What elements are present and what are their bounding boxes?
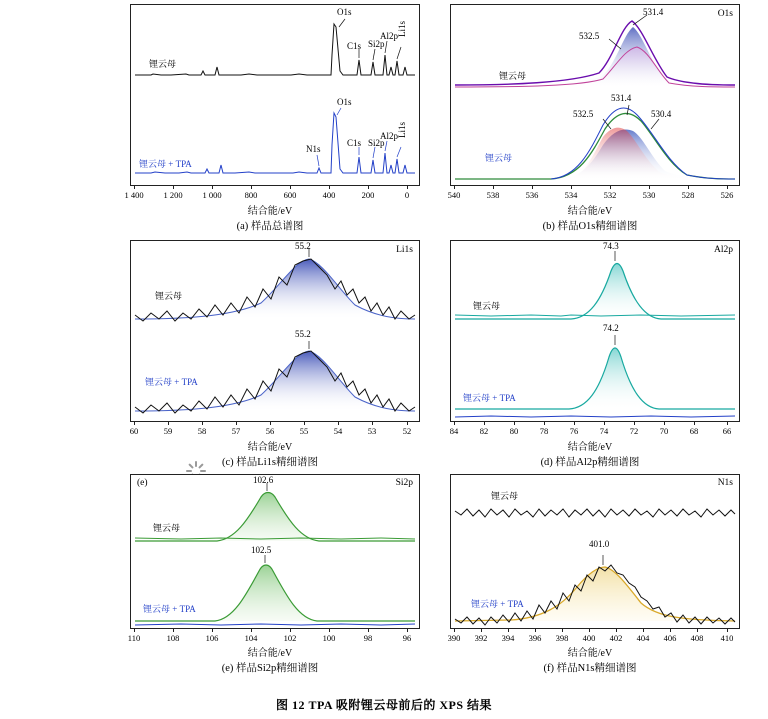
panel-d-tick-6: 72 (629, 426, 639, 436)
panel-b (440, 4, 740, 232)
panel-f-tick-8: 406 (663, 633, 677, 643)
panel-c-tick-0: 60 (129, 426, 139, 436)
panel-a-top-label-si2p: Si2p (368, 39, 385, 49)
panel-b-tick-4: 532 (603, 190, 617, 200)
panel-f-tick-9: 408 (690, 633, 704, 643)
panel-d-tick-2: 80 (509, 426, 519, 436)
panel-e-tick-6: 98 (363, 633, 373, 643)
panel-f-series-label-1: 锂云母 (491, 491, 519, 501)
panel-c-caption: (c) 样品Li1s精细谱图 (222, 457, 318, 468)
panel-e-tick-4: 102 (283, 633, 297, 643)
panel-f-caption: (f) 样品N1s精细谱图 (543, 663, 637, 674)
panel-e-top-peak-1: 102.6 (253, 475, 274, 485)
panel-d-element-label: Al2p (714, 245, 733, 255)
panel-f-tick-6: 402 (609, 633, 623, 643)
panel-d-series-label-1: 锂云母 (473, 301, 501, 311)
panel-a-top-label-al2p: Al2p (380, 31, 398, 41)
panel-f-tick-4: 398 (555, 633, 569, 643)
panel-d-tick-9: 66 (722, 426, 732, 436)
panel-d-bottom-peak-1: 74.2 (603, 323, 619, 333)
panel-c-spectra (131, 241, 419, 421)
panel-a-series-label-1: 锂云母 (149, 59, 177, 69)
panel-e-series-label-1: 锂云母 (153, 523, 181, 533)
panel-a (120, 4, 420, 232)
panel-d-tick-5: 74 (599, 426, 609, 436)
panel-a-top-label-c1s: C1s (347, 41, 362, 51)
panel-b-bottom-peak-1: 531.4 (611, 93, 632, 103)
panel-d-top-peak-1: 74.3 (603, 241, 619, 251)
panel-b-tick-6: 528 (681, 190, 695, 200)
panel-b-tick-7: 526 (720, 190, 734, 200)
panel-d-xlabel: 结合能/eV (567, 442, 613, 453)
panel-f-tick-10: 410 (720, 633, 734, 643)
panel-a-plot (130, 4, 420, 186)
panel-e-bottom-peak-1: 102.5 (251, 545, 272, 555)
panel-d-tick-0: 84 (449, 426, 459, 436)
panel-b-series-label-1: 锂云母 (499, 71, 527, 81)
figure-title: 图 12 TPA 吸附锂云母前后的 XPS 结果 (275, 698, 493, 712)
panel-f (440, 474, 740, 694)
panel-f-tick-1: 392 (474, 633, 488, 643)
panel-b-plot (450, 4, 740, 186)
panel-b-xlabel: 结合能/eV (567, 206, 613, 217)
panel-d-caption: (d) 样品Al2p精细谱图 (540, 457, 640, 468)
panel-c-element-label: Li1s (396, 245, 413, 255)
panel-e-tick-5: 100 (322, 633, 336, 643)
panel-a-tick-2: 1 000 (202, 190, 222, 200)
panel-c-tick-6: 54 (333, 426, 343, 436)
panel-e-corner-tag: (e) (137, 478, 148, 488)
panel-f-tick-2: 394 (501, 633, 515, 643)
panel-b-tick-2: 536 (525, 190, 539, 200)
panel-b-tick-1: 538 (486, 190, 500, 200)
panel-a-bottom-label-al2p: Al2p (380, 131, 398, 141)
panel-a-bottom-label-o1s: O1s (337, 97, 352, 107)
panel-b-bottom-peak-3: 530.4 (651, 109, 672, 119)
panel-c-series-label-1: 锂云母 (155, 291, 183, 301)
panel-c (120, 240, 420, 468)
panel-b-tick-5: 530 (642, 190, 656, 200)
panel-d (440, 240, 740, 468)
panel-f-tick-7: 404 (636, 633, 650, 643)
panel-d-tick-4: 76 (569, 426, 579, 436)
panel-c-tick-5: 55 (299, 426, 309, 436)
panel-c-xlabel: 结合能/eV (247, 442, 293, 453)
panel-e-tick-1: 108 (166, 633, 180, 643)
panel-c-bottom-peak-1: 55.2 (295, 329, 311, 339)
panel-c-top-peak-1: 55.2 (295, 241, 311, 251)
panel-b-top-peak-2: 532.5 (579, 31, 600, 41)
panel-c-tick-7: 53 (367, 426, 377, 436)
panel-c-tick-8: 52 (402, 426, 412, 436)
panel-e (120, 474, 420, 694)
panel-e-caption: (e) 样品Si2p精细谱图 (221, 663, 319, 674)
panel-c-tick-4: 56 (265, 426, 275, 436)
panel-a-top-label-o1s: O1s (337, 7, 352, 17)
panel-e-xlabel: 结合能/eV (247, 648, 293, 659)
panel-b-tick-0: 540 (447, 190, 461, 200)
panel-c-tick-1: 59 (163, 426, 173, 436)
panel-d-tick-1: 82 (479, 426, 489, 436)
panel-f-series-label-2: 锂云母 + TPA (471, 599, 524, 609)
panel-b-caption: (b) 样品O1s精细谱图 (542, 221, 638, 232)
panel-c-plot (130, 240, 420, 422)
panel-e-tick-7: 96 (402, 633, 412, 643)
panel-a-bottom-label-si2p: Si2p (368, 138, 385, 148)
panel-f-tick-3: 396 (528, 633, 542, 643)
panel-f-plot (450, 474, 740, 629)
panel-f-tick-5: 400 (582, 633, 596, 643)
panel-a-tick-1: 1 200 (163, 190, 183, 200)
panel-d-series-label-2: 锂云母 + TPA (463, 393, 516, 403)
panel-f-xlabel: 结合能/eV (567, 648, 613, 659)
panel-a-xlabel: 结合能/eV (247, 206, 293, 217)
panel-e-tick-2: 106 (205, 633, 219, 643)
panel-a-tick-6: 200 (361, 190, 375, 200)
panel-a-bottom-label-li1s: Li1s (397, 121, 407, 138)
panel-b-tick-3: 534 (564, 190, 578, 200)
panel-c-series-label-2: 锂云母 + TPA (145, 377, 198, 387)
panel-d-tick-8: 68 (689, 426, 699, 436)
panel-e-series-label-2: 锂云母 + TPA (143, 604, 196, 614)
panel-a-bottom-label-n1s: N1s (306, 144, 321, 154)
panel-d-tick-7: 70 (659, 426, 669, 436)
panel-a-series-label-2: 锂云母 + TPA (139, 159, 192, 169)
panel-a-tick-7: 0 (404, 190, 410, 200)
panel-b-series-label-2: 锂云母 (485, 153, 513, 163)
panel-f-tick-0: 390 (447, 633, 461, 643)
panel-b-top-peak-1: 531.4 (643, 7, 664, 17)
panel-a-top-label-li1s: Li1s (397, 20, 407, 37)
panel-c-tick-3: 57 (231, 426, 241, 436)
panel-a-caption: (a) 样品总谱图 (236, 221, 304, 232)
panel-e-element-label: Si2p (395, 478, 413, 488)
panel-a-tick-4: 600 (283, 190, 297, 200)
panel-d-tick-3: 78 (539, 426, 549, 436)
panel-f-element-label: N1s (717, 478, 733, 488)
panel-b-bottom-peak-2: 532.5 (573, 109, 594, 119)
panel-a-bottom-label-c1s: C1s (347, 138, 362, 148)
panel-b-element-label: O1s (717, 9, 733, 19)
panel-d-plot (450, 240, 740, 422)
panel-e-plot (130, 474, 420, 629)
panel-a-tick-5: 400 (322, 190, 336, 200)
panel-e-tick-0: 110 (127, 633, 141, 643)
panel-a-tick-3: 800 (244, 190, 258, 200)
panel-c-tick-2: 58 (197, 426, 207, 436)
panel-f-bottom-peak-1: 401.0 (589, 539, 610, 549)
panel-a-tick-0: 1 400 (124, 190, 144, 200)
panel-e-tick-3: 104 (244, 633, 258, 643)
